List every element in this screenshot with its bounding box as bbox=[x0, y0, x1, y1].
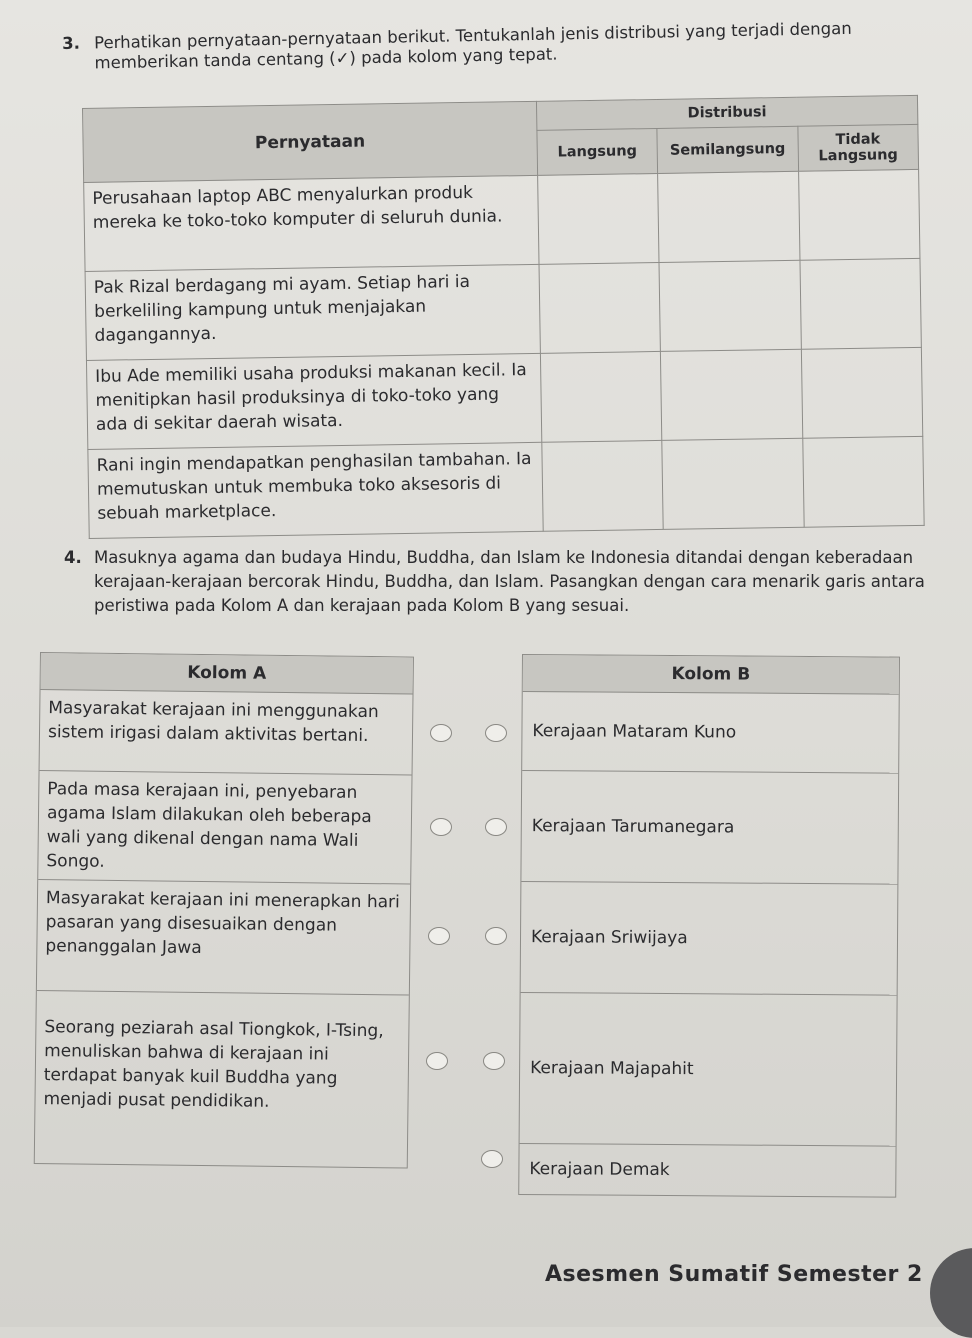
kolom-b-item: Kerajaan Tarumanegara bbox=[521, 771, 898, 885]
page-footer: Asesmen Sumatif Semester 2 bbox=[545, 1262, 923, 1287]
kolom-b-item: Kerajaan Mataram Kuno bbox=[522, 692, 899, 774]
header-semilangsung: Semilangsung bbox=[657, 126, 798, 173]
match-dot-b4[interactable] bbox=[483, 1052, 505, 1070]
table-row bbox=[85, 258, 921, 360]
check-cell-semilangsung[interactable] bbox=[661, 349, 803, 440]
check-cell-tidak-langsung[interactable] bbox=[801, 347, 923, 438]
kolom-b-item: Kerajaan Demak bbox=[529, 1159, 670, 1181]
kolom-b-item: Kerajaan Majapahit bbox=[520, 993, 897, 1147]
header-pernyataan: Pernyataan bbox=[83, 101, 538, 182]
table-row bbox=[88, 436, 924, 538]
match-dot-b1[interactable] bbox=[485, 724, 507, 742]
header-langsung: Langsung bbox=[537, 128, 658, 175]
match-dot-a4[interactable] bbox=[426, 1052, 448, 1070]
check-cell-langsung[interactable] bbox=[538, 173, 660, 264]
kolom-b bbox=[518, 654, 900, 1198]
question-4-number: 4. bbox=[64, 548, 82, 567]
header-tidak-langsung: Tidak Langsung bbox=[798, 124, 919, 171]
match-dot-b3[interactable] bbox=[485, 927, 507, 945]
match-dot-a1[interactable] bbox=[430, 724, 452, 742]
kolom-a-item: Masyarakat kerajaan ini menggunakan sistem irigasi dalam aktivitas bertani. bbox=[40, 690, 413, 776]
check-cell-semilangsung[interactable] bbox=[658, 171, 800, 262]
statement-cell: Ibu Ade memiliki usaha produksi makanan kecil. Ia menitipkan hasil produksinya di toko-toko yang ada di sekitar daerah wisata. bbox=[86, 353, 541, 449]
check-cell-langsung[interactable] bbox=[539, 262, 661, 353]
check-cell-semilangsung[interactable] bbox=[662, 438, 804, 529]
match-dot-b5[interactable] bbox=[481, 1150, 503, 1168]
table-row bbox=[86, 347, 922, 449]
kolom-b-item: Kerajaan Sriwijaya bbox=[521, 882, 898, 996]
check-cell-tidak-langsung[interactable] bbox=[800, 258, 922, 349]
kolom-b-header: Kolom B bbox=[523, 655, 899, 695]
kolom-a-item: Pada masa kerajaan ini, penyebaran agama Islam dilakukan oleh beberapa wali yang dikenal dengan nama Wali Songo. bbox=[38, 771, 411, 885]
question-3-text: Perhatikan pernyataan-pernyataan berikut. Tentukanlah jenis distribusi yang terjadi dengan memberikan tanda centang (✓) pada kolom yang tepat. bbox=[93, 18, 852, 73]
kolom-a-item: Seorang peziarah asal Tiongkok, I-Tsing, menuliskan bahwa di kerajaan ini terdapat banyak kuil Buddha yang menjadi pusat pendidikan. bbox=[43, 1017, 384, 1112]
check-cell-semilangsung[interactable] bbox=[659, 260, 801, 351]
kolom-a-header: Kolom A bbox=[41, 653, 413, 695]
distribution-table bbox=[82, 95, 925, 539]
match-dot-a3[interactable] bbox=[428, 927, 450, 945]
statement-cell: Rani ingin mendapatkan penghasilan tambahan. Ia memutuskan untuk membuka toko aksesoris di sebuah marketplace. bbox=[88, 442, 543, 538]
match-dot-b2[interactable] bbox=[485, 818, 507, 836]
statement-cell: Pak Rizal berdagang mi ayam. Setiap hari ia berkeliling kampung untuk menjajakan dagangannya. bbox=[85, 264, 540, 360]
check-cell-tidak-langsung[interactable] bbox=[802, 436, 924, 527]
check-cell-langsung[interactable] bbox=[540, 351, 662, 442]
match-dot-a2[interactable] bbox=[430, 818, 452, 836]
question-3-number: 3. bbox=[62, 33, 81, 53]
check-cell-tidak-langsung[interactable] bbox=[798, 169, 920, 260]
header-distribusi: Distribusi bbox=[536, 95, 918, 130]
statement-cell: Perusahaan laptop ABC menyalurkan produk mereka ke toko-toko komputer di seluruh dunia. bbox=[84, 175, 539, 271]
check-cell-langsung[interactable] bbox=[542, 440, 664, 531]
question-4-text: Masuknya agama dan budaya Hindu, Buddha, dan Islam ke Indonesia ditandai dengan keberadaan kerajaan-kerajaan bercorak Hindu, Buddha, dan Islam. Pasangkan dengan cara menarik garis antara peristiwa pada Kolom A dan kerajaan pada Kolom B yang sesuai. bbox=[94, 548, 925, 615]
question-4 bbox=[64, 546, 929, 618]
table-row bbox=[84, 169, 920, 271]
kolom-a-item: Masyarakat kerajaan ini menerapkan hari pasaran yang disesuaikan dengan penanggalan Jawa bbox=[37, 880, 410, 996]
kolom-a bbox=[34, 652, 414, 1169]
